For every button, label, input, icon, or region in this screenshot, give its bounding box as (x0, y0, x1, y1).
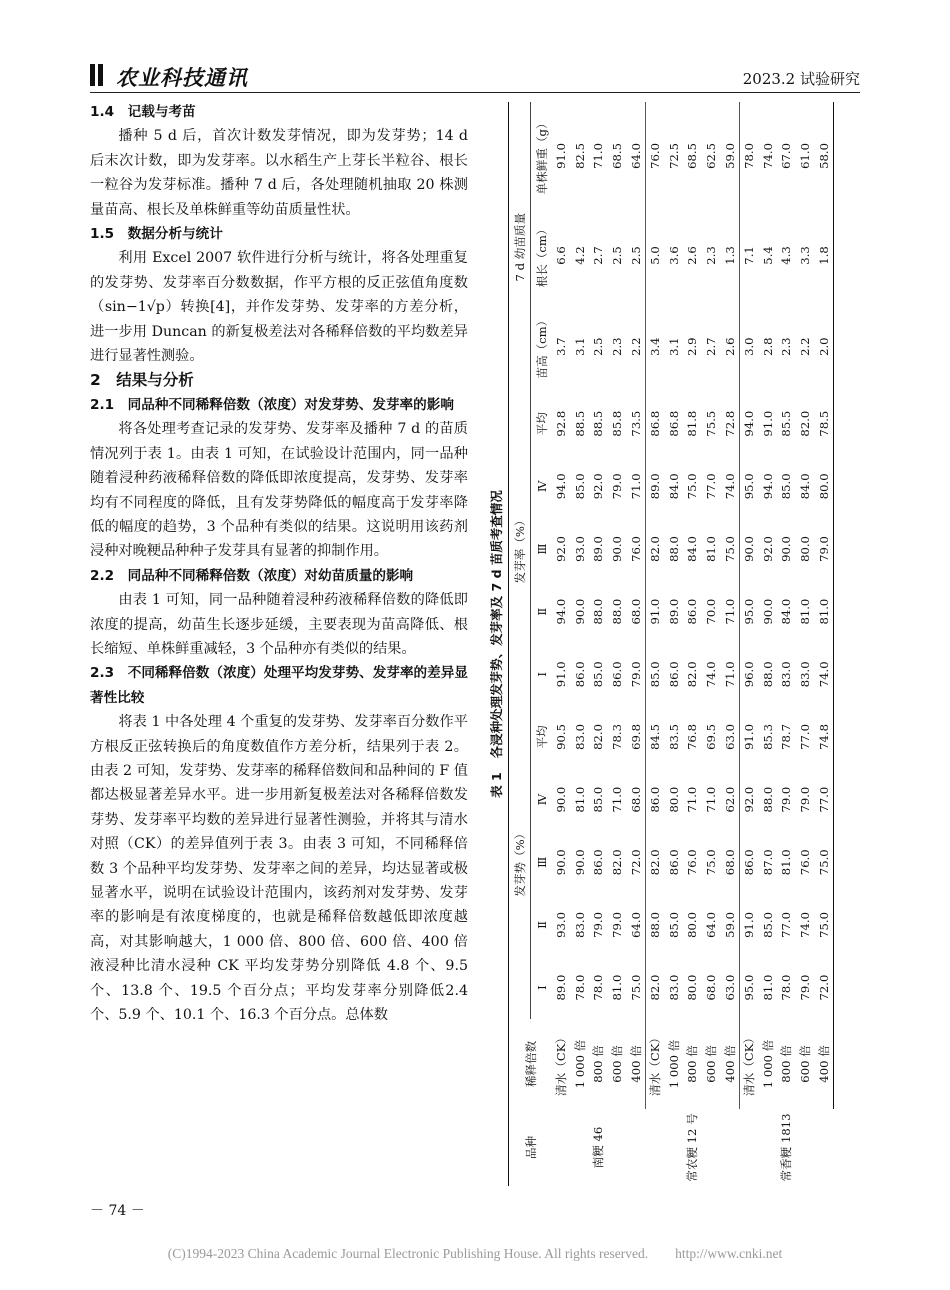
rate-cell: 85.0 (572, 473, 587, 500)
rate-cell: 76.0 (626, 518, 645, 581)
rate-cell: 85.8 (610, 410, 625, 437)
vigor-cell: 91.0 (742, 724, 757, 750)
seedling-cell: 4.3 (779, 246, 794, 265)
vigor-cell: 68.0 (626, 768, 645, 831)
rate-cell: 91.0 (554, 661, 569, 688)
header-weight: 单株鲜重（g） (534, 117, 549, 195)
rate-cell: 79.0 (626, 643, 645, 706)
rate-cell: 86.0 (666, 661, 681, 688)
vigor-cell: 90.0 (554, 849, 569, 876)
rate-cell: 90.0 (742, 536, 757, 562)
rate-cell: 90.0 (610, 536, 625, 562)
table-row (626, 102, 645, 1186)
text-column (90, 100, 468, 1027)
header-rule (90, 92, 860, 93)
seedling-cell: 1.3 (720, 210, 739, 301)
vigor-cell: 86.0 (648, 786, 663, 813)
rate-cell: 77.0 (704, 473, 719, 500)
rate-cell: 71.0 (720, 580, 739, 643)
table-caption-number: 表 1 (489, 772, 504, 798)
rate-cell: 85.0 (648, 661, 663, 688)
rate-cell: 79.0 (814, 518, 833, 581)
vigor-cell: 88.0 (760, 786, 775, 813)
vigor-cell: 81.0 (760, 974, 775, 1001)
variety-cell: 南粳 46 (591, 1126, 606, 1169)
vigor-cell: 75.0 (704, 849, 719, 876)
vigor-cell: 80.0 (666, 786, 681, 813)
vigor-cell: 87.0 (760, 849, 775, 876)
table-row (571, 102, 590, 1186)
rate-cell: 96.0 (742, 661, 757, 688)
vigor-cell: 82.0 (591, 724, 606, 750)
vigor-cell: 95.0 (742, 974, 757, 1001)
rate-cell: 84.0 (685, 536, 700, 562)
rate-cell: 92.0 (554, 536, 569, 562)
rate-cell: 75.0 (685, 473, 700, 500)
vigor-cell: 80.0 (685, 912, 700, 938)
header-rep: Ⅲ (534, 856, 549, 868)
table-row (552, 102, 571, 1186)
rate-cell: 70.0 (704, 598, 719, 625)
seedling-cell: 1.8 (814, 210, 833, 301)
rate-cell: 74.0 (814, 643, 833, 706)
journal-logo: 农业科技通讯 (116, 65, 248, 90)
rate-cell: 74.0 (704, 661, 719, 688)
rate-cell: 94.0 (742, 410, 757, 437)
seedling-cell: 2.2 (626, 301, 645, 392)
vigor-cell: 79.0 (779, 786, 794, 813)
table-row (720, 102, 739, 1186)
rate-cell: 81.0 (798, 598, 813, 625)
table-row (608, 102, 627, 1186)
vigor-cell: 79.0 (798, 974, 813, 1001)
rate-cell: 90.0 (572, 598, 587, 625)
rate-cell: 85.5 (779, 410, 794, 437)
vigor-cell: 82.0 (648, 849, 663, 876)
vigor-cell: 78.7 (779, 724, 794, 750)
rate-cell: 91.0 (760, 410, 775, 437)
table-row (665, 102, 684, 1186)
header-rep: Ⅰ (534, 671, 549, 677)
table-row (702, 102, 721, 1186)
rate-cell: 92.8 (554, 410, 569, 437)
rate-cell: 86.0 (610, 661, 625, 688)
seedling-cell: 74.0 (760, 143, 775, 169)
header-mean: 平均 (534, 412, 549, 436)
rate-cell: 89.0 (648, 473, 663, 500)
vigor-cell: 77.0 (814, 768, 833, 831)
seedling-cell: 68.5 (685, 143, 700, 169)
vigor-cell: 78.0 (779, 974, 794, 1001)
variety-cell: 常香粳 1813 (778, 1113, 793, 1182)
rate-cell: 93.0 (572, 536, 587, 562)
seedling-cell: 2.3 (610, 337, 625, 356)
seedling-cell: 58.0 (814, 102, 833, 210)
dilution-cell: 600 倍 (610, 1045, 625, 1083)
dilution-cell: 1 000 倍 (666, 1039, 681, 1089)
dilution-cell: 400 倍 (720, 1019, 739, 1109)
rate-cell: 94.0 (760, 473, 775, 500)
seedling-cell: 2.5 (626, 210, 645, 301)
dilution-cell: 800 倍 (779, 1045, 794, 1083)
seedling-cell: 6.6 (554, 246, 569, 265)
header-dilution: 稀释倍数 (509, 1019, 553, 1109)
seedling-cell: 2.3 (779, 337, 794, 356)
vigor-cell: 92.0 (742, 786, 757, 813)
seedling-cell: 2.2 (798, 337, 813, 356)
seedling-cell: 2.8 (760, 337, 775, 356)
running-header (90, 62, 860, 92)
rate-cell: 86.0 (685, 598, 700, 625)
table-row (739, 102, 758, 1186)
rate-cell: 75.5 (704, 410, 719, 437)
header-bars-icon (90, 64, 106, 90)
body-paragraph: 将表 1 中各处理 4 个重复的发芽势、发芽率百分数作平方根反正弦转换后的角度数值作方差分析，结果列于表 2。由表 2 可知，发芽势、发芽率的稀释倍数间和品种间的 F 值都达极显著差异水平。进一步用新复极差法对各稀释倍数发芽势、发芽率平均数的差异进行显著性测验，并将其与清水对照（CK）的差异值列于表 3。由表 3 可知，不同稀释倍数 3 个品种平均发芽势、发芽率之间的差异，均达显著或极显著水平，说明在试验设计范围内，该药剂对发芽势、发芽率的影响是有浓度梯度的，也就是稀释倍数越低即浓度越高，对其影响越大，1 000 倍、800 倍、600 倍、400 倍液浸种比清水浸种 CK 平均发芽势分别降低 4.8 个、9.5 个、13.8 个、19.5 个百分点；平均发芽率分别降低2.4 个、5.9 个、10.1 个、16.3 个百分点。总体数 (90, 714, 468, 1024)
dilution-cell: 600 倍 (798, 1045, 813, 1083)
seedling-cell: 3.1 (666, 337, 681, 356)
vigor-cell: 77.0 (798, 724, 813, 750)
vigor-cell: 78.0 (572, 974, 587, 1001)
rate-cell: 75.0 (720, 518, 739, 581)
seedling-cell: 3.1 (572, 337, 587, 356)
dilution-cell: 清水（CK） (742, 1032, 757, 1096)
vigor-cell: 81.0 (610, 974, 625, 1001)
rate-cell: 85.0 (779, 473, 794, 500)
vigor-cell: 76.0 (685, 849, 700, 876)
seedling-cell: 3.4 (648, 337, 663, 356)
seedling-cell: 2.3 (704, 246, 719, 265)
seedling-cell: 2.5 (610, 246, 625, 265)
rate-cell: 86.0 (572, 661, 587, 688)
rate-cell: 82.0 (685, 661, 700, 688)
rate-cell: 89.0 (591, 536, 606, 562)
header-height: 苗高（cm） (534, 314, 549, 379)
dilution-cell: 600 倍 (704, 1045, 719, 1083)
vigor-cell: 85.0 (666, 912, 681, 938)
vigor-cell: 86.0 (591, 849, 606, 876)
section-heading: 2.1 同品种不同稀释倍数（浓度）对发芽势、发芽率的影响 (90, 396, 454, 413)
header-rep: Ⅰ (534, 985, 549, 990)
dilution-cell: 清水（CK） (554, 1032, 569, 1096)
rate-cell: 85.0 (591, 661, 606, 688)
seedling-cell: 61.0 (798, 143, 813, 169)
header-rep: Ⅲ (534, 543, 549, 555)
seedling-cell: 2.7 (704, 337, 719, 356)
seedling-cell: 91.0 (554, 143, 569, 169)
dilution-cell: 800 倍 (685, 1045, 700, 1083)
vigor-cell: 64.0 (704, 912, 719, 938)
rate-cell: 89.0 (666, 598, 681, 625)
rate-cell: 74.0 (720, 455, 739, 518)
seedling-cell: 7.1 (742, 246, 757, 265)
vigor-cell: 85.0 (591, 786, 606, 813)
data-table (508, 102, 834, 1186)
vigor-cell: 68.0 (704, 974, 719, 1001)
vigor-cell: 68.0 (720, 831, 739, 894)
vigor-cell: 64.0 (626, 894, 645, 957)
rate-cell: 68.0 (626, 580, 645, 643)
header-rep: Ⅳ (534, 793, 549, 806)
vigor-cell: 84.5 (648, 724, 663, 750)
vigor-cell: 75.0 (814, 831, 833, 894)
seedling-cell: 68.5 (610, 143, 625, 169)
issue-label: 2023.2 试验研究 (742, 70, 860, 88)
rate-cell: 81.0 (704, 536, 719, 562)
table-row (683, 102, 702, 1186)
seedling-cell: 2.6 (685, 246, 700, 265)
table-caption-text: 各浸种处理发芽势、发芽率及 7 d 苗质考查情况 (489, 490, 504, 759)
seedling-cell: 3.0 (742, 337, 757, 356)
seedling-cell: 64.0 (626, 102, 645, 210)
vigor-cell: 77.0 (779, 912, 794, 938)
vigor-cell: 76.8 (685, 724, 700, 750)
seedling-cell: 72.5 (666, 143, 681, 169)
rate-cell: 86.8 (666, 410, 681, 437)
page-number: － 74 － (90, 1203, 145, 1219)
vigor-cell: 83.0 (572, 724, 587, 750)
seedling-cell: 59.0 (720, 102, 739, 210)
vigor-cell: 78.3 (610, 724, 625, 750)
rate-cell: 80.0 (798, 536, 813, 562)
vigor-cell: 91.0 (742, 912, 757, 938)
vigor-cell: 63.0 (720, 706, 739, 769)
header-root: 根长（cm） (534, 223, 549, 288)
header-rep: Ⅳ (534, 480, 549, 493)
rate-cell: 72.8 (720, 392, 739, 455)
table-row (589, 102, 608, 1186)
rate-cell: 81.8 (685, 410, 700, 437)
header-seedling: 7 d 幼苗质量 (509, 102, 531, 392)
header-variety: 品种 (509, 1109, 553, 1186)
rate-cell: 91.0 (648, 598, 663, 625)
vigor-cell: 88.0 (648, 912, 663, 938)
table-row (777, 102, 796, 1186)
rate-cell: 84.0 (666, 473, 681, 500)
seedling-cell: 2.7 (591, 246, 606, 265)
vigor-cell: 69.8 (626, 706, 645, 769)
seedling-cell: 2.0 (814, 301, 833, 392)
rate-cell: 83.0 (798, 661, 813, 688)
dilution-cell: 400 倍 (626, 1019, 645, 1109)
header-rate: 发芽率（%） (509, 392, 531, 705)
vigor-cell: 74.0 (798, 912, 813, 938)
vigor-cell: 71.0 (610, 786, 625, 813)
rate-cell: 95.0 (742, 598, 757, 625)
rate-cell: 90.0 (779, 536, 794, 562)
dilution-cell: 800 倍 (591, 1045, 606, 1083)
vigor-cell: 90.0 (572, 849, 587, 876)
section-heading: 1.4 记载与考苗 (90, 104, 196, 120)
rate-cell: 82.0 (648, 536, 663, 562)
seedling-cell: 3.6 (666, 246, 681, 265)
vigor-cell: 89.0 (554, 974, 569, 1001)
body-paragraph: 播种 5 d 后，首次计数发芽情况，即为发芽势；14 d 后末次计数，即为发芽率。以水稻生产上芽长半粒谷、根长一粒谷为发芽标准。播种 7 d 后，各处理随机抽取 20 株测量苗高、根长及单株鲜重等幼苗质量性状。 (90, 128, 468, 218)
rate-cell: 88.0 (591, 598, 606, 625)
vigor-cell: 76.0 (798, 849, 813, 876)
seedling-cell: 71.0 (591, 143, 606, 169)
rate-cell: 88.0 (666, 536, 681, 562)
vigor-cell: 80.0 (685, 974, 700, 1001)
vigor-cell: 69.5 (704, 724, 719, 750)
vigor-cell: 71.0 (685, 786, 700, 813)
rate-cell: 78.5 (814, 392, 833, 455)
rate-cell: 95.0 (742, 473, 757, 500)
seedling-cell: 82.5 (572, 143, 587, 169)
rate-cell: 82.0 (798, 410, 813, 437)
rate-cell: 94.0 (554, 598, 569, 625)
table-row (814, 102, 833, 1186)
seedling-cell: 67.0 (779, 143, 794, 169)
table-row (796, 102, 815, 1186)
vigor-cell: 85.3 (760, 724, 775, 750)
vigor-cell: 82.0 (648, 974, 663, 1001)
table-row (759, 102, 778, 1186)
section-heading: 1.5 数据分析与统计 (90, 226, 223, 243)
rate-cell: 71.0 (720, 643, 739, 706)
rate-cell: 73.5 (626, 392, 645, 455)
vigor-cell: 81.0 (779, 849, 794, 876)
vigor-cell: 93.0 (554, 912, 569, 938)
table-row (645, 102, 664, 1186)
seedling-cell: 5.0 (648, 246, 663, 265)
vigor-cell: 62.0 (720, 768, 739, 831)
vigor-cell: 71.0 (704, 786, 719, 813)
rate-cell: 90.0 (760, 598, 775, 625)
rate-cell: 83.0 (779, 661, 794, 688)
vigor-cell: 83.5 (666, 724, 681, 750)
rate-cell: 92.0 (591, 473, 606, 500)
rate-cell: 88.5 (572, 410, 587, 437)
vigor-cell: 81.0 (572, 786, 587, 813)
vigor-cell: 79.0 (798, 786, 813, 813)
vigor-cell: 74.8 (814, 706, 833, 769)
rate-cell: 81.0 (814, 580, 833, 643)
vigor-cell: 82.0 (610, 849, 625, 876)
header-vigor: 发芽势（%） (509, 706, 531, 1019)
vigor-cell: 90.0 (554, 786, 569, 813)
seedling-cell: 2.9 (685, 337, 700, 356)
section-heading: 2.3 不同稀释倍数（浓度）处理平均发芽势、发芽率的差异显著性比较 (90, 665, 468, 706)
vigor-cell: 75.0 (626, 956, 645, 1019)
rate-cell: 92.0 (760, 536, 775, 562)
rate-cell: 80.0 (814, 455, 833, 518)
vigor-cell: 83.0 (666, 974, 681, 1001)
dilution-cell: 清水（CK） (648, 1032, 663, 1096)
vigor-cell: 75.0 (814, 894, 833, 957)
seedling-cell: 2.5 (591, 337, 606, 356)
section-heading: 2.2 同品种不同稀释倍数（浓度）对幼苗质量的影响 (90, 567, 414, 584)
vigor-cell: 72.0 (626, 831, 645, 894)
dilution-cell: 1 000 倍 (760, 1039, 775, 1089)
seedling-cell: 3.3 (798, 246, 813, 265)
rate-cell: 94.0 (554, 473, 569, 500)
seedling-cell: 76.0 (648, 143, 663, 169)
seedling-cell: 4.2 (572, 246, 587, 265)
vigor-cell: 72.0 (814, 956, 833, 1019)
rate-cell: 79.0 (610, 473, 625, 500)
rate-cell: 86.8 (648, 410, 663, 437)
header-rep: Ⅱ (534, 920, 549, 929)
table-body (552, 102, 833, 1186)
rate-cell: 71.0 (626, 455, 645, 518)
vigor-cell: 83.0 (572, 912, 587, 938)
seedling-cell: 3.7 (554, 337, 569, 356)
vigor-cell: 86.0 (742, 849, 757, 876)
variety-cell: 常农粳 12 号 (684, 1113, 699, 1182)
vigor-cell: 78.0 (591, 974, 606, 1001)
body-paragraph: 将各处理考查记录的发芽势、发芽率及播种 7 d 的苗质情况列于表 1。由表 1 可知，在试验设计范围内，同一品种随着浸种药液稀释倍数的降低即浓度提高，发芽势、发芽率均有不同程度的降低，且有发芽势降低的幅度高于发芽率降低的幅度的趋势，3 个品种有类似的结果。这说明用该药剂浸种对晚粳品种种子发芽具有显著的抑制作用。 (90, 421, 468, 560)
header-mean: 平均 (534, 725, 549, 749)
rate-cell: 84.0 (779, 598, 794, 625)
seedling-cell: 62.5 (704, 143, 719, 169)
vigor-cell: 79.0 (610, 912, 625, 938)
rate-cell: 84.0 (798, 473, 813, 500)
body-paragraph: 由表 1 可知，同一品种随着浸种药液稀释倍数的降低即浓度的提高，幼苗生长逐步延缓，主要表现为苗高降低、根长缩短、单株鲜重减轻，3 个品种亦有类似的结果。 (90, 592, 468, 657)
vigor-cell: 86.0 (666, 849, 681, 876)
rate-cell: 88.0 (610, 598, 625, 625)
vigor-cell: 79.0 (591, 912, 606, 938)
vigor-cell: 85.0 (760, 912, 775, 938)
seedling-cell: 5.4 (760, 246, 775, 265)
vigor-cell: 63.0 (720, 956, 739, 1019)
table-1 (486, 102, 864, 1186)
body-paragraph: 利用 Excel 2007 软件进行分析与统计，将各处理重复的发芽势、发芽率百分数数据，作平方根的反正弦值角度数（sin−1√p）转换[4]，并作发芽势、发芽率的方差分析，进一步用 Duncan 的新复极差法对各稀释倍数的平均数差异进行显著性测验。 (90, 250, 468, 365)
seedling-cell: 78.0 (742, 143, 757, 169)
copyright-footer: (C)1994-2023 China Academic Journal Electronic Publishing House. All rights reserved. http://www.cnki.net (167, 1246, 783, 1261)
vigor-cell: 90.5 (554, 724, 569, 750)
dilution-cell: 400 倍 (814, 1019, 833, 1109)
seedling-cell: 2.6 (720, 301, 739, 392)
vigor-cell: 59.0 (720, 894, 739, 957)
rate-cell: 88.5 (591, 410, 606, 437)
table-caption (486, 102, 508, 1186)
section-heading: 2 结果与分析 (90, 371, 194, 390)
rate-cell: 88.0 (760, 661, 775, 688)
dilution-cell: 1 000 倍 (572, 1039, 587, 1089)
header-rep: Ⅱ (534, 607, 549, 616)
